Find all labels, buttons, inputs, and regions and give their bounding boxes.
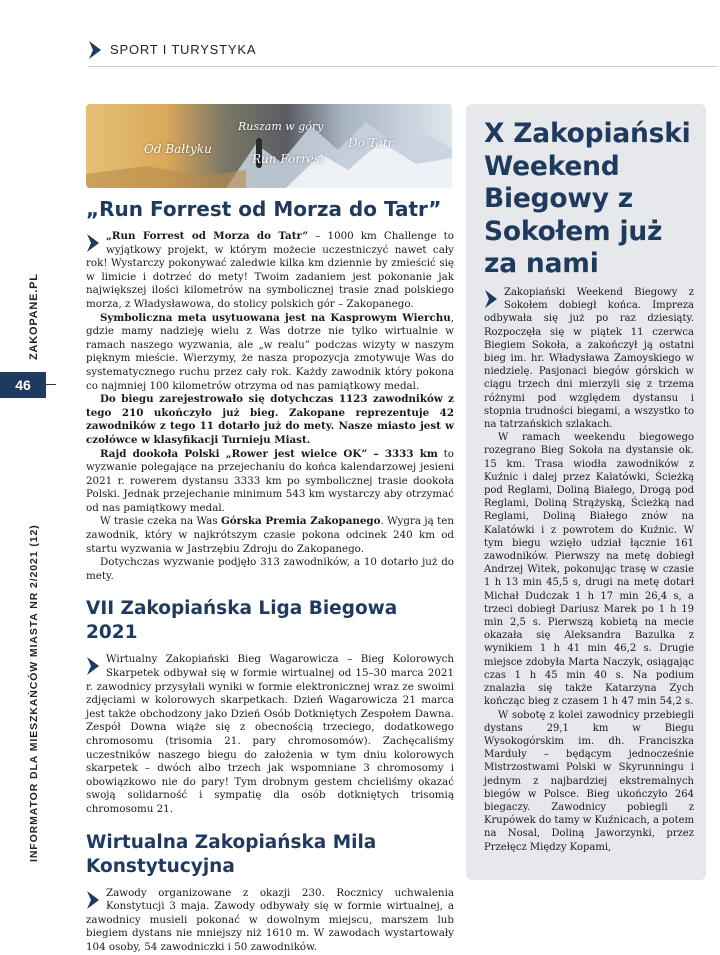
banner-word: Od Bałtyku — [144, 142, 212, 156]
sidebar-article — [466, 104, 706, 880]
article-paragraph: „Run Forrest od Morza do Tatr” – 1000 km Challenge to wyjątkowy projekt, w którym możecie uczestniczyć nawet cały rok! Wystarczy pokonywać zaledwie kilka km dziennie by zmieścić się w limicie i dotrzeć do mety! Twoim zadaniem jest pokonanie jak największej ilości kilometrów na symbolicznej trasie znad polskiego morza, z Władysławowa, do stolicy polskich gór – Zakopanego. — [86, 230, 454, 310]
chevron-right-icon — [86, 656, 100, 676]
sidebar-paragraph: Zakopiański Weekend Biegowy z Sokołem dobiegł końca. Impreza odbywała się już po raz dziesiąty. Rozpoczęła się w piątek 11 czerwca Biegiem Sokoła, a zakończył ją ostatni bieg im. hr. Władysława Zamoyskiego w niedzielę. Pasjonaci biegów górskich w ciągu trzech dni mierzyli się z trzema różnymi pod względem dystansu i stopnia trudności biegami, a wszystko to na tatrzańskich szlakach. — [484, 287, 694, 431]
article-paragraph: Dotychczas wyzwanie podjęło 313 zawodników, a 10 dotarło już do mety. — [86, 556, 454, 582]
article-paragraph: Wirtualny Zakopiański Bieg Wagarowicza – Bieg Kolorowych Skarpetek odbywał się w formie wirtualnej od 15–30 marca 2021 r. zawodnicy przysyłali wyniki w formie elektronicznej wraz ze swoimi zdjęciami w kolorowych skarpetkach. Dzień Wagarowicza 21 marca jest także obchodzony jako Dzień Osób Dotkniętych Zespołem Dawna. Zespół Downa wiąże się z obecnością trzeciego, dodatkowego chromosomu (trisomia 21. pary chromosomów). Zachęcaliśmy uczestników naszego biegu do założenia w tym dniu kolorowych skarpetek – dwóch albo trzech jak wspomniane 3 chromosomy i obowiązkowo nie do pary! Tym drobnym gestem chcieliśmy okazać swoją solidarność i sympatię dla osób dotkniętych trisomią chromosomu 21. — [86, 653, 454, 815]
sidebar-body — [484, 286, 694, 854]
banner-word: Ruszam w góry — [238, 120, 324, 133]
chevron-right-icon — [88, 40, 102, 60]
main-column — [86, 196, 454, 955]
article-paragraph: Do biegu zarejestrowało się dotychczas 1123 zawodników z tego 210 ukończyło już bieg. Zakopane reprezentuje 42 zawodników z tego 11 dotarło już do mety. Nasze miasto jest w czołówce w klasyfikacji Turnieju Miast. — [86, 393, 454, 446]
chevron-right-icon — [86, 233, 100, 253]
page-margin — [0, 0, 60, 948]
page-number: 46 — [0, 372, 46, 398]
article-paragraph: Zawody organizowane z okazji 230. Rocznicy uchwalenia Konstytucji 3 maja. Zawody odbywały się w formie wirtualnej, a zawodnicy musieli pokonać w dowolnym miejscu, marszem lub biegiem dystans nie mniejszy niż 1610 m. W zawodach wystartowały 104 osoby, 54 zawodniczki i 50 zawodników. — [86, 886, 454, 953]
site-url: ZAKOPANE.PL — [28, 273, 40, 360]
article-paragraph: Symboliczna meta usytuowana jest na Kasprowym Wierchu, gdzie mamy nadzieję wielu z Was dotrze nie tylko wirtualnie w ramach naszego wyzwania, ale „w realu” podczas wizyty w naszym pięknym mieście. Wierzymy, że nasza propozycja zmotywuje Was do systematycznego ruchu przez cały rok. Każdy zawodnik który pokona co najmniej 100 kilometrów otrzyma od nas pamiątkowy medal. — [86, 311, 454, 392]
banner-word: Run Forrest — [252, 152, 325, 166]
article-title: Wirtualna Zakopiańska Mila Konstytucyjna — [86, 831, 377, 877]
page-number-rule — [46, 384, 56, 385]
article-paragraph: W trasie czeka na Was Górska Premia Zakopanego. Wygra ją ten zawodnik, który w najkrótszym czasie pokona odcinek 240 km od startu wyzwania w Jastrzębiu Zdroju do Zakopanego. — [86, 515, 454, 555]
banner-word: Do Tatr — [348, 136, 394, 150]
header-divider — [88, 66, 718, 67]
section-label: SPORT I TURYSTYKA — [110, 42, 257, 57]
article-title: „Run Forrest od Morza do Tatr” — [86, 197, 442, 221]
section-header — [88, 38, 718, 64]
sidebar-paragraph: W sobotę z kolei zawodnicy przebiegli dystans 29,1 km w Biegu Wysokogórskim im. dh. Franciszka Marduły – będącym jednocześnie Mistrzostwami Polski w Skyrunningu i jednym z najbardziej ekstremalnych biegów w Polsce. Bieg ukończyło 264 biegaczy. Zawodnicy pobiegli z Krupówek do tamy w Kuźnicach, a potem na Nosal, Doliną Jaworzynki, przez Przełęcz Między Kopami, — [484, 709, 694, 853]
sidebar-title: X Zakopiański Weekend Biegowy z Sokołem już za nami — [484, 118, 691, 279]
article-paragraph: Rajd dookoła Polski „Rower jest wielce OK” – 3333 km to wyzwanie polegające na przejechaniu do końca kalendarzowej jesieni 2021 r. rowerem dystansu 3333 km po symbolicznej trasie dookoła Polski. Jednak przejechanie minimum 543 km wystarczy aby otrzymać od nas pamiątkowy medal. — [86, 447, 454, 514]
publication-info: INFORMATOR DLA MIESZKAŃCÓW MIASTA NR 2/2021 (12) — [28, 524, 40, 862]
sidebar-paragraph: W ramach weekendu biegowego rozegrano Bieg Sokoła na dystansie ok. 15 km. Trasa wiodła zawodników z Kuźnic i dalej przez Kalatówki, Ścieżką pod Reglami, Doliną Białego, Drogą pod Reglami, Doliną Strążyską, Ścieżką nad Reglami, Doliną Białego znów na Kalatówki i z powrotem do Kuźnic. W tym biegu wzięło udział łącznie 161 zawodników. Pierwszy na metę dobiegł Andrzej Witek, pokonując trasę w czasie 1 h 13 min 45,5 s, drugi na metę dotarł Michał Dudczak 1 h 17 min 26,4 s, a trzeci dobiegł Dariusz Marek po 1 h 19 min 2,5 s. Pierwszą kobietą na mecie okazała się Aleksandra Bazulka z wynikiem 1 h 41 min 46,2 s. Drugie miejsce zdobyła Marta Naczyk, osiągając czas 1 h 45 min 40 s. Na podium znalazła się także Katarzyna Zych kończąc bieg z czasem 1 h 47 min 54,2 s. — [484, 432, 694, 708]
article-title: VII Zakopiańska Liga Biegowa 2021 — [86, 598, 398, 644]
chevron-right-icon — [484, 289, 498, 309]
mountains-illustration — [86, 104, 452, 188]
chevron-right-icon — [86, 890, 100, 910]
run-forrest-banner — [86, 104, 452, 188]
